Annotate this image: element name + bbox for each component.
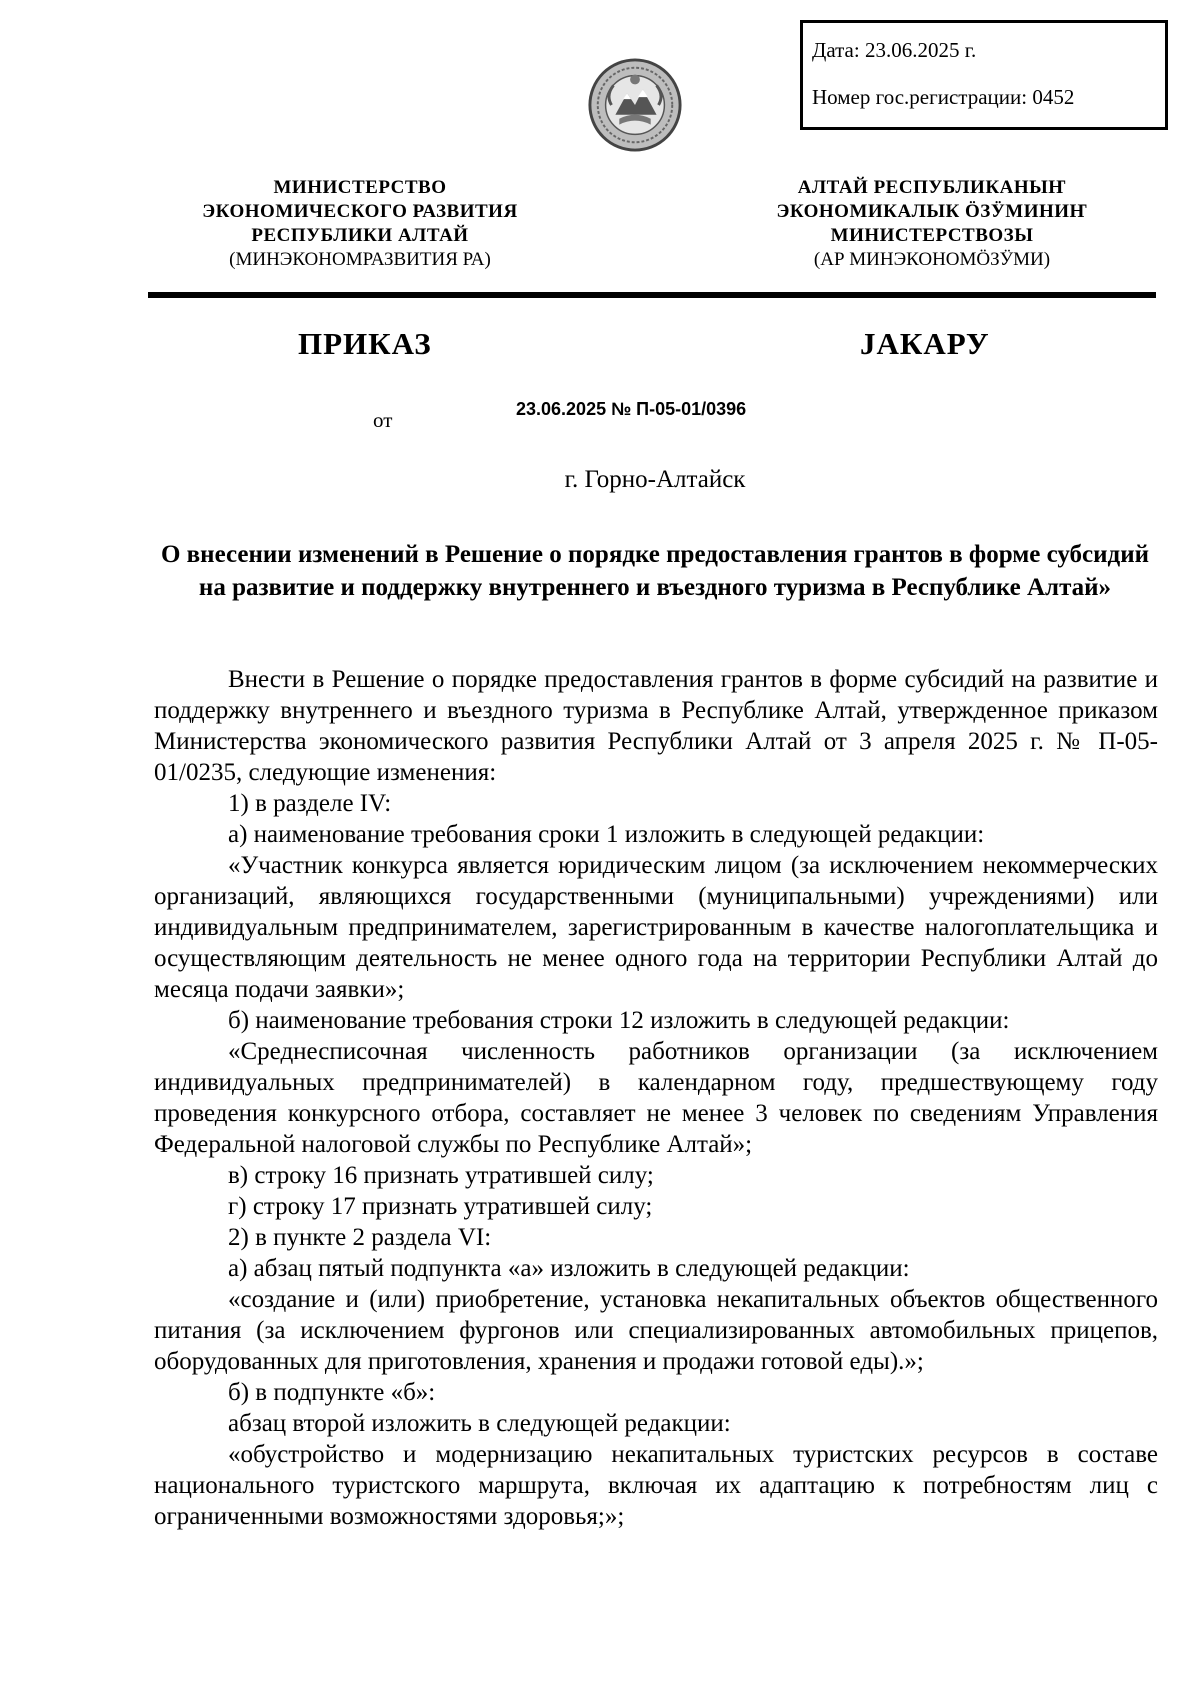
body-paragraph: а) наименование требования сроки 1 изложить в следующей редакции: xyxy=(228,821,985,848)
order-from-label: от xyxy=(373,408,393,432)
header-divider xyxy=(148,292,1156,298)
ministry-alt-line-2: ЭКОНОМИКАЛЫК ÖЗӰМИНИҤ xyxy=(776,201,1088,222)
ministry-alt-abbreviation: (АР МИНЭКОНОМÖЗӰМИ) xyxy=(813,249,1051,270)
document-body xyxy=(154,664,1158,1532)
registration-date-value: 23.06.2025 г. xyxy=(864,38,977,62)
body-paragraph: Внести в Решение о порядке предоставления грантов в форме субсидий на развитие и поддержку внутреннего и въездного туризма в Республике Алтай, утвержденное приказом Министерства экономического развития Республики Алтай от 3 апреля 2025 г. № П-05-01/0235, следующие изменения: xyxy=(154,666,1158,786)
body-paragraph: абзац второй изложить в следующей редакции: xyxy=(228,1410,731,1437)
body-paragraph: г) строку 17 признать утратившей силу; xyxy=(228,1193,653,1220)
body-paragraph: «Среднесписочная численность работников организации (за исключением индивидуальных предпринимателей) в календарном году, предшествующему году проведения конкурсного отбора, составляет не менее 3 человек по сведениям Управления Федеральной налоговой службы по Республике Алтай»; xyxy=(154,1038,1158,1158)
registration-date xyxy=(812,37,1165,84)
body-paragraph: «создание и (или) приобретение, установка некапитальных объектов общественного питания (за исключением фургонов или специализированных автомобильных прицепов, оборудованных для приготовления, хранения и продажи готовой еды).»; xyxy=(154,1286,1158,1375)
ministry-name-russian xyxy=(180,176,540,272)
ministry-ru-abbreviation: (МИНЭКОНОМРАЗВИТИЯ РА) xyxy=(229,249,491,270)
ministry-alt-line-1: АЛТАЙ РЕСПУБЛИКАНЫҤ xyxy=(797,177,1067,198)
ministry-ru-line-2: ЭКОНОМИЧЕСКОГО РАЗВИТИЯ xyxy=(202,201,518,222)
ministry-alt-line-3: МИНИСТЕРСТВОЗЫ xyxy=(830,225,1034,246)
registration-stamp xyxy=(800,20,1168,130)
body-paragraph: а) абзац пятый подпункта «а» изложить в следующей редакции: xyxy=(228,1255,910,1282)
registration-number-label: Номер гос.регистрации: xyxy=(812,85,1028,109)
document-title: О внесении изменений в Решение о порядке предоставления грантов в форме субсидий на развитие и поддержку внутреннего и въездного туризма в Республике Алтай» xyxy=(160,541,1149,601)
order-city: г. Горно-Алтайск xyxy=(564,466,746,493)
ministry-name-altai xyxy=(752,176,1112,272)
order-title-altai: ЈАКАРУ xyxy=(860,326,990,361)
registration-number xyxy=(812,84,1165,131)
body-paragraph: в) строку 16 признать утратившей силу; xyxy=(228,1162,654,1189)
order-title-russian: ПРИКАЗ xyxy=(298,326,432,361)
body-paragraph: 2) в пункте 2 раздела VI: xyxy=(228,1224,492,1251)
body-paragraph: «Участник конкурса является юридическим лицом (за исключением некоммерческих организаций, являющихся государственными (муниципальными) учреждениями) или индивидуальным предпринимателем, зарегистрированным в качестве налогоплательщика и осуществляющим деятельность не менее одного года на территории Республики Алтай до месяца подачи заявки»; xyxy=(154,852,1158,1003)
body-paragraph: 1) в разделе IV: xyxy=(228,790,392,817)
body-paragraph: «обустройство и модернизацию некапитальных туристских ресурсов в составе национального туристского маршрута, включая их адаптацию к потребностям лиц с ограниченными возможностями здоровья;»; xyxy=(154,1441,1158,1530)
registration-date-label: Дата: xyxy=(812,38,860,62)
order-date-number: 23.06.2025 № П-05-01/0396 xyxy=(516,399,747,419)
republic-of-altai-emblem-icon xyxy=(586,56,684,154)
body-paragraph: б) наименование требования строки 12 изложить в следующей редакции: xyxy=(228,1007,1010,1034)
registration-number-value: 0452 xyxy=(1032,85,1075,109)
ministry-ru-line-1: МИНИСТЕРСТВО xyxy=(273,177,447,198)
ministry-ru-line-3: РЕСПУБЛИКИ АЛТАЙ xyxy=(251,225,469,246)
body-paragraph: б) в подпункте «б»: xyxy=(228,1379,436,1406)
